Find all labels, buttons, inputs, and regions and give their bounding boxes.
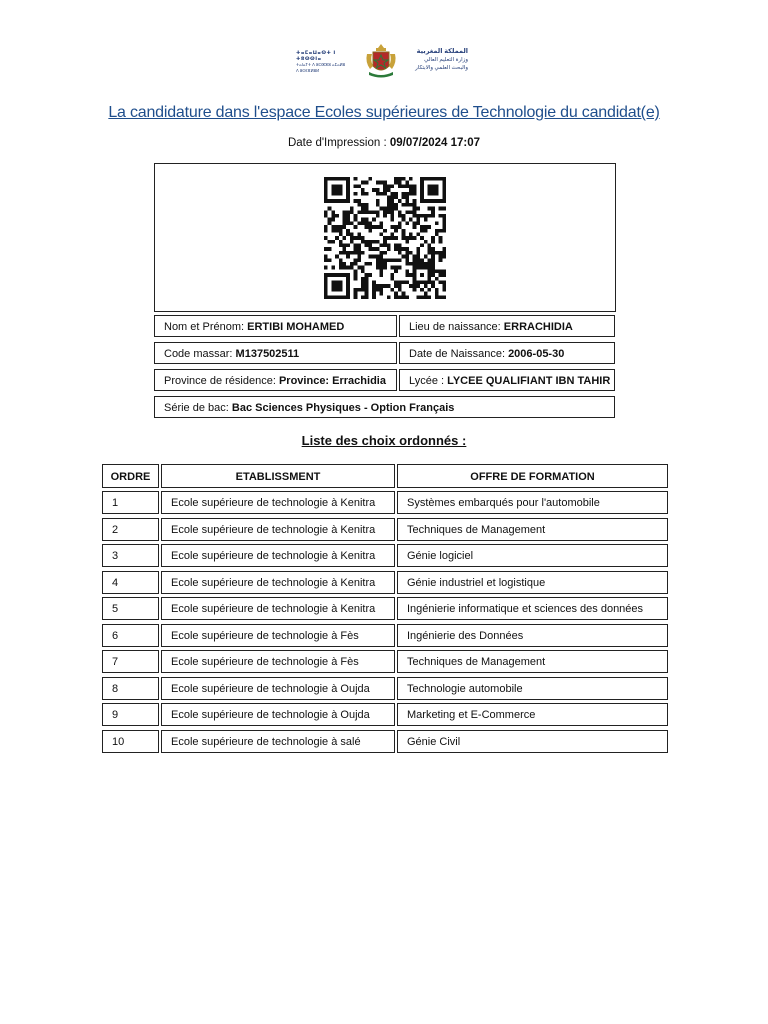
row-offre: Génie Civil [397, 730, 668, 753]
province: Province: Errachidia [278, 375, 386, 387]
row-ordre: 1 [102, 491, 159, 514]
candidate-name-cell: Nom et Prénom: ERTIBI MOHAMED [154, 315, 397, 337]
ministry-logo [296, 42, 468, 82]
row-offre: Ingénierie des Données [397, 624, 668, 647]
row-etablissement: Ecole supérieure de technologie à Kenitra [161, 571, 395, 594]
logo-arabic-text: المملكة المغربية وزارة التعليم العالي والبحث العلمي والابتكار [415, 48, 468, 71]
lycee-cell: Lycée : LYCEE QUALIFIANT IBN TAHIR [399, 369, 615, 391]
row-etablissement: Ecole supérieure de technologie à Fès [161, 624, 395, 647]
row-offre: Ingénierie informatique et sciences des données [397, 597, 668, 620]
candidate-name: ERTIBI MOHAMED [247, 321, 345, 333]
row-offre: Techniques de Management [397, 518, 668, 541]
row-ordre: 4 [102, 571, 159, 594]
table-header-etablissement: ETABLISSMENT [161, 464, 395, 488]
qr-code-box [154, 163, 616, 312]
row-ordre: 8 [102, 677, 159, 700]
row-ordre: 9 [102, 703, 159, 726]
birthdate: 2006-05-30 [508, 348, 565, 360]
row-etablissement: Ecole supérieure de technologie à salé [161, 730, 395, 753]
moroccan-emblem-icon [364, 42, 398, 80]
print-date-value: 09/07/2024 17:07 [389, 137, 481, 149]
birthplace: ERRACHIDIA [503, 321, 573, 333]
row-ordre: 10 [102, 730, 159, 753]
qr-code-image [321, 177, 449, 299]
province-cell: Province de résidence: Province: Errachidia [154, 369, 397, 391]
row-ordre: 5 [102, 597, 159, 620]
lycee: LYCEE QUALIFIANT IBN TAHIR [447, 375, 611, 387]
row-offre: Technologie automobile [397, 677, 668, 700]
row-ordre: 2 [102, 518, 159, 541]
row-offre: Marketing et E-Commerce [397, 703, 668, 726]
bac-series-cell: Série de bac: Bac Sciences Physiques - Option Français [154, 396, 615, 418]
choices-title: Liste des choix ordonnés : [301, 433, 467, 448]
table-header-offre: OFFRE DE FORMATION [397, 464, 668, 488]
massar-code-cell: Code massar: M137502511 [154, 342, 397, 364]
row-ordre: 6 [102, 624, 159, 647]
birthplace-cell: Lieu de naissance: ERRACHIDIA [399, 315, 615, 337]
row-ordre: 3 [102, 544, 159, 567]
row-offre: Génie logiciel [397, 544, 668, 567]
print-date [0, 137, 768, 149]
row-etablissement: Ecole supérieure de technologie à Fès [161, 650, 395, 673]
logo-tifinagh-text: ⵜⴰⵎⴰⵡⴰⵙⵜ ⵏ ⵜⵓⵙⵙⵏⴰ ⵜⴰⵏⴰⵢⵜ ⴷ ⵓⵔⵣⵣⵓ ⴰⵎⴰⵍⵓ ⴷ ⵓⵙⵏⴼⵍⵓⵍ [296, 50, 346, 73]
row-etablissement: Ecole supérieure de technologie à Kenitra [161, 597, 395, 620]
row-etablissement: Ecole supérieure de technologie à Oujda [161, 703, 395, 726]
bac-series: Bac Sciences Physiques - Option Français [231, 402, 455, 414]
table-header-ordre: ORDRE [102, 464, 159, 488]
row-ordre: 7 [102, 650, 159, 673]
page-title: La candidature dans l'espace Ecoles supérieures de Technologie du candidat(e) [108, 104, 660, 121]
row-etablissement: Ecole supérieure de technologie à Oujda [161, 677, 395, 700]
massar-code: M137502511 [235, 348, 300, 360]
row-offre: Systèmes embarqués pour l'automobile [397, 491, 668, 514]
print-date-label: Date d'Impression : [287, 137, 387, 149]
row-etablissement: Ecole supérieure de technologie à Kenitra [161, 491, 395, 514]
birthdate-cell: Date de Naissance: 2006-05-30 [399, 342, 615, 364]
row-offre: Génie industriel et logistique [397, 571, 668, 594]
row-etablissement: Ecole supérieure de technologie à Kenitra [161, 544, 395, 567]
row-etablissement: Ecole supérieure de technologie à Kenitra [161, 518, 395, 541]
row-offre: Techniques de Management [397, 650, 668, 673]
